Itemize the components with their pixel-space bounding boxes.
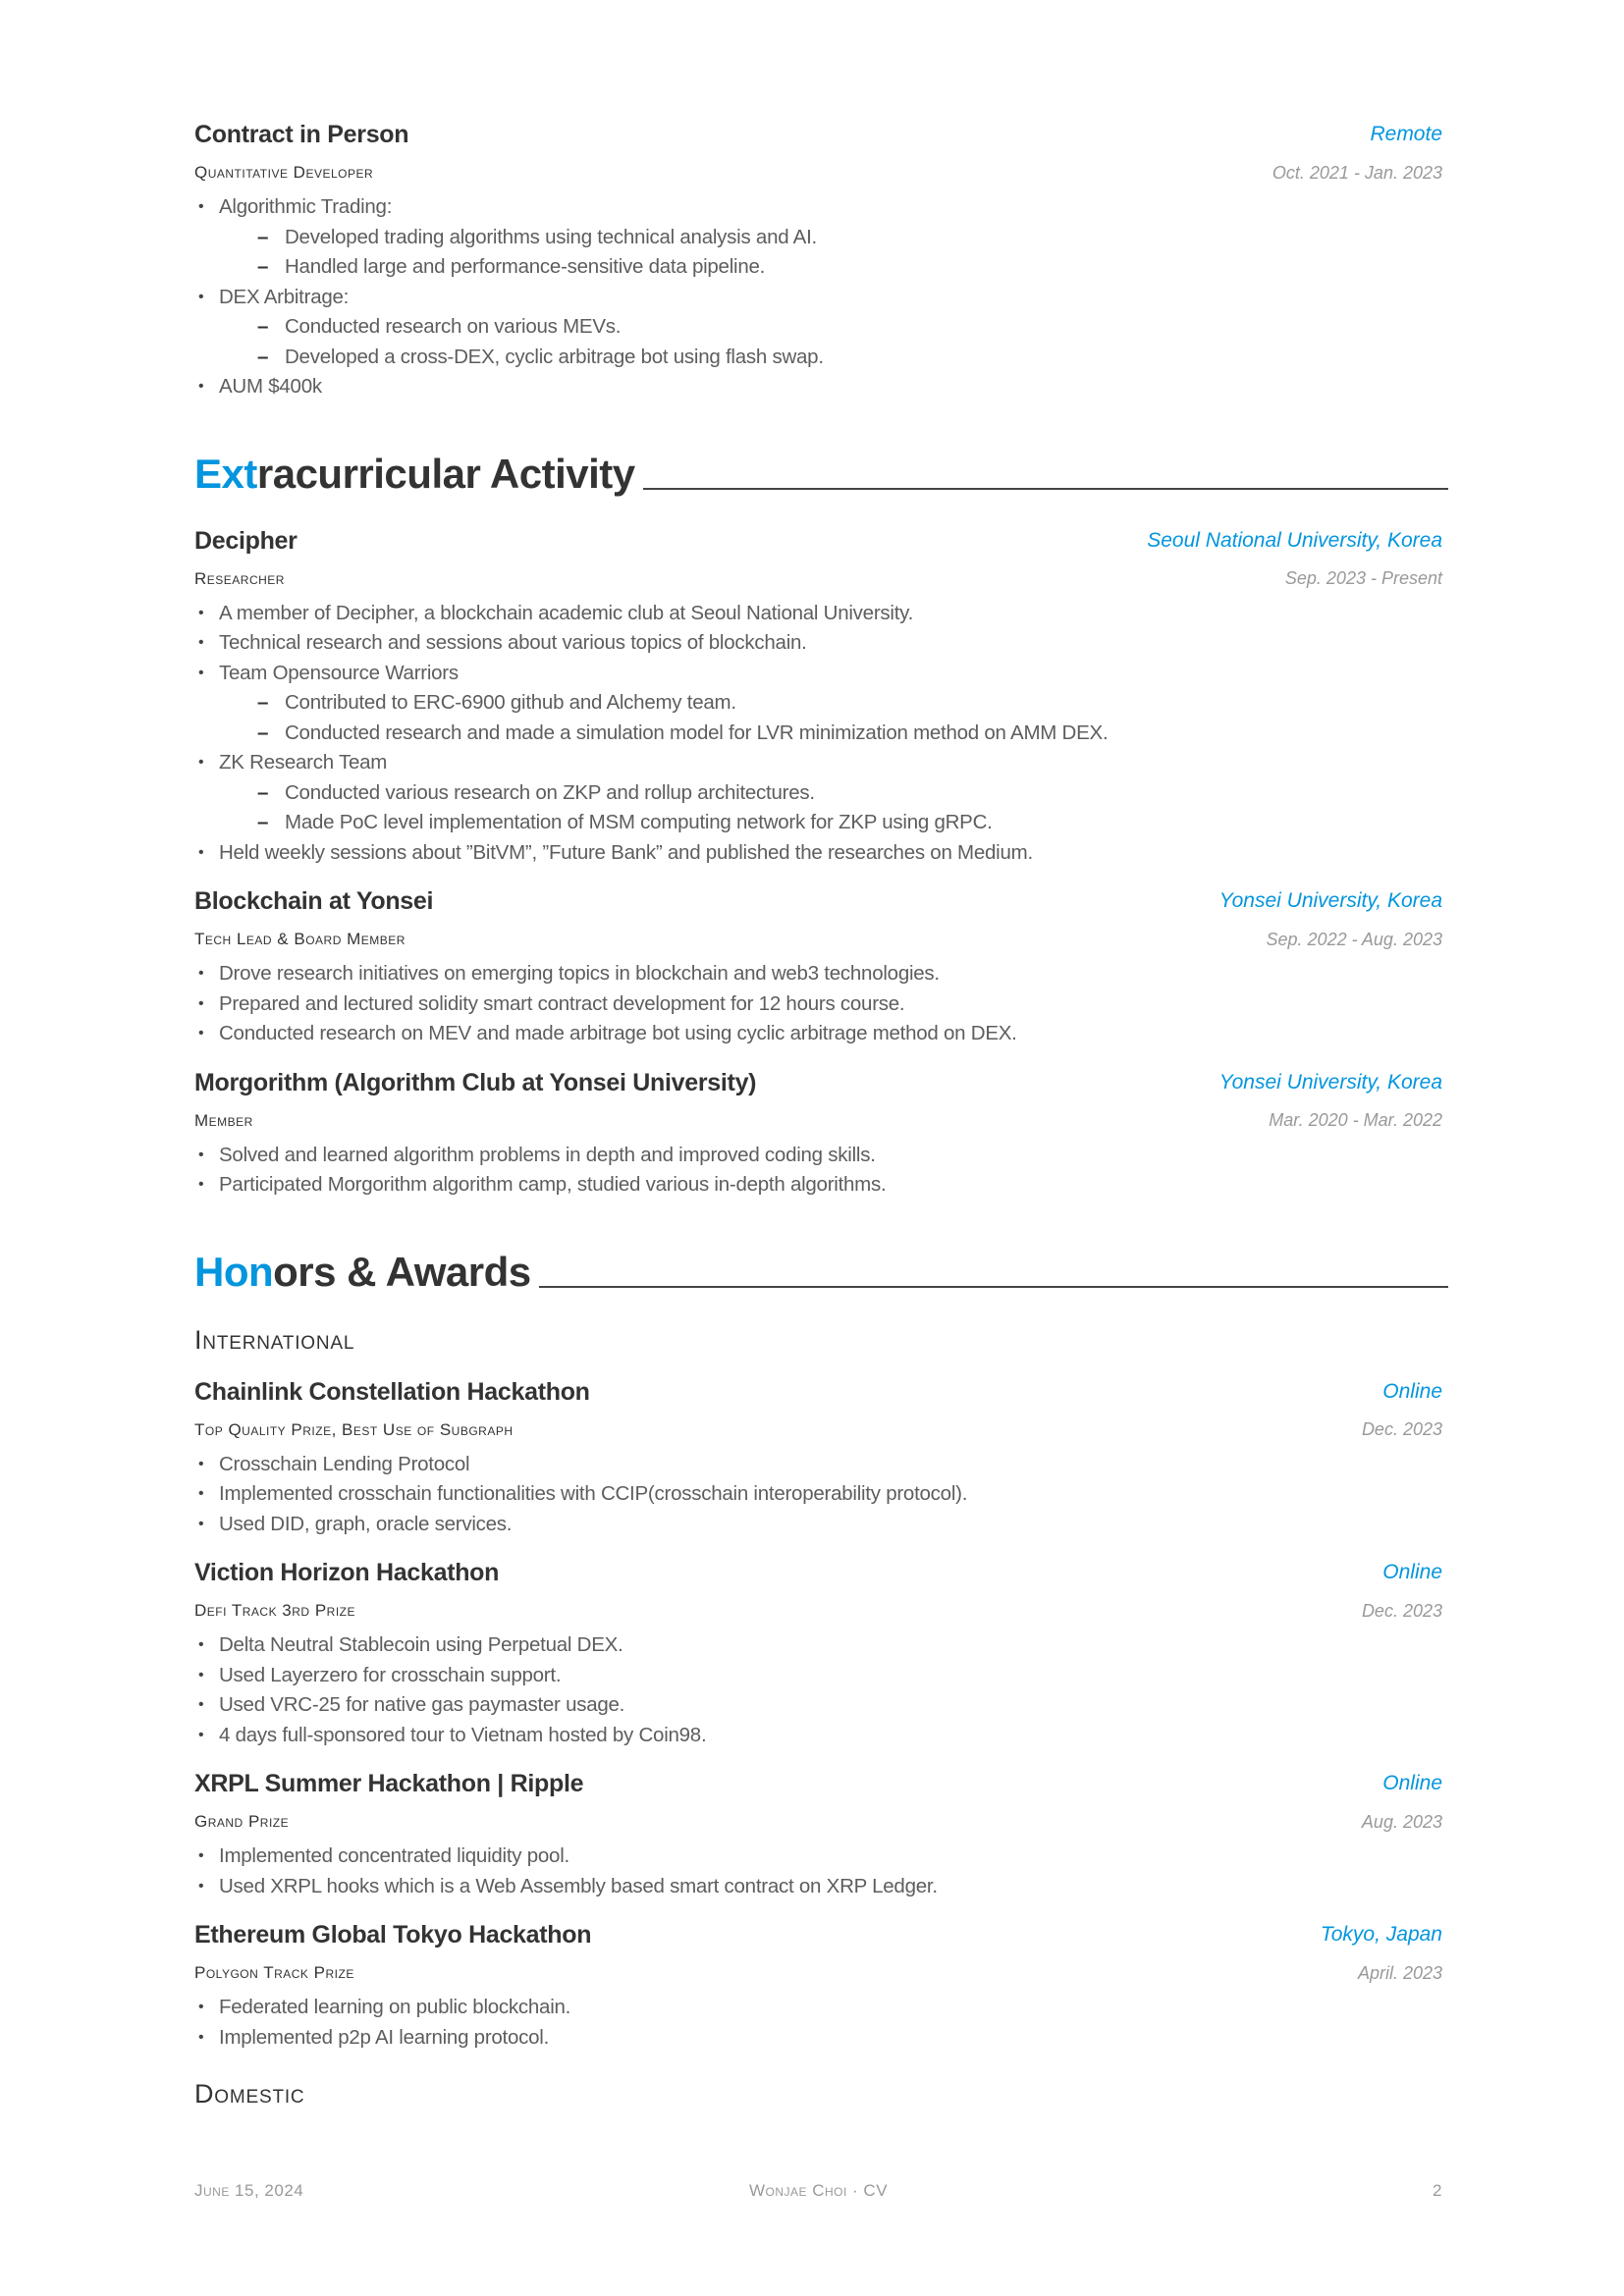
entry-title: Ethereum Global Tokyo Hackathon <box>194 1921 592 1949</box>
entry-header <box>194 116 1442 153</box>
subsection-title: International <box>194 1324 355 1355</box>
entry-header <box>194 1765 1442 1802</box>
section-title <box>194 1243 531 1302</box>
sub-bullet-item: – Handled large and performance-sensitive data pipeline. <box>194 252 1442 283</box>
entry <box>194 1064 1442 1201</box>
bullet-item: • Algorithmic Trading: <box>194 192 1442 223</box>
bullet-item: • Held weekly sessions about ”BitVM”, ”Future Bank” and published the researches on Medium. <box>194 838 1442 869</box>
entry-subheader <box>194 1411 1442 1450</box>
entry-position: Top Quality Prize, Best Use of Subgraph <box>194 1419 514 1439</box>
sub-bullet-item: – Contributed to ERC-6900 github and Alchemy team. <box>194 688 1442 719</box>
cv-page-content <box>194 116 1442 2127</box>
bullet-item: • 4 days full-sponsored tour to Vietnam hosted by Coin98. <box>194 1721 1442 1751</box>
entry-location: Seoul National University, Korea <box>1147 528 1442 552</box>
entry-date: Oct. 2021 - Jan. 2023 <box>1272 162 1442 183</box>
bullet-item: • Delta Neutral Stablecoin using Perpetual DEX. <box>194 1630 1442 1661</box>
entry-title: Viction Horizon Hackathon <box>194 1559 500 1586</box>
bullet-item: • Federated learning on public blockchain. <box>194 1993 1442 2023</box>
sub-bullet-item: – Developed a cross-DEX, cyclic arbitrage bot using flash swap. <box>194 343 1442 373</box>
entry <box>194 882 1442 1049</box>
entry-title: Morgorithm (Algorithm Club at Yonsei University) <box>194 1068 757 1096</box>
entry <box>194 116 1442 402</box>
entry-location: Online <box>1382 1379 1442 1403</box>
entry-subheader <box>194 1802 1442 1842</box>
entry-subheader <box>194 1953 1442 1993</box>
entry-subheader <box>194 560 1442 599</box>
entry-subheader <box>194 1101 1442 1141</box>
subsection-title: Domestic <box>194 2079 305 2109</box>
bullet-item: • Technical research and sessions about various topics of blockchain. <box>194 628 1442 659</box>
entry-header <box>194 1554 1442 1591</box>
entry-header <box>194 1064 1442 1101</box>
entry-header <box>194 1373 1442 1411</box>
bullet-item: • A member of Decipher, a blockchain academic club at Seoul National University. <box>194 599 1442 629</box>
entry-date: Dec. 2023 <box>1361 1600 1442 1621</box>
entry-header <box>194 882 1442 920</box>
entry-date: Sep. 2023 - Present <box>1284 568 1442 588</box>
sub-bullet-item: – Conducted research and made a simulation model for LVR minimization method on AMM DEX. <box>194 719 1442 749</box>
entry-location: Yonsei University, Korea <box>1218 1070 1442 1094</box>
bullet-item: • DEX Arbitrage: <box>194 283 1442 313</box>
entry-position: Defi Track 3rd Prize <box>194 1601 355 1620</box>
entry-position: Polygon Track Prize <box>194 1963 354 1982</box>
footer-date: June 15, 2024 <box>194 2181 304 2200</box>
entry-position: Grand Prize <box>194 1812 290 1831</box>
section-title-highlight: Ext <box>194 450 257 497</box>
section-title-rest: racurricular Activity <box>256 450 635 497</box>
entry-title: Chainlink Constellation Hackathon <box>194 1377 590 1406</box>
entry <box>194 1373 1442 1540</box>
entry-date: Dec. 2023 <box>1361 1419 1442 1439</box>
entry-header <box>194 1916 1442 1953</box>
entry-title: Blockchain at Yonsei <box>194 887 434 915</box>
bullet-item: • Implemented p2p AI learning protocol. <box>194 2023 1442 2054</box>
sub-bullet-item: – Conducted research on various MEVs. <box>194 312 1442 343</box>
section-rule <box>539 1286 1448 1288</box>
entry <box>194 1554 1442 1750</box>
entry-location: Tokyo, Japan <box>1320 1923 1442 1946</box>
bullet-item: • Used DID, graph, oracle services. <box>194 1510 1442 1540</box>
section-rule <box>643 488 1448 490</box>
entry-title: Decipher <box>194 526 298 555</box>
entry-position: Researcher <box>194 568 285 588</box>
section-title-highlight: Hon <box>194 1248 274 1295</box>
entry-location: Yonsei University, Korea <box>1218 889 1442 912</box>
section-title <box>194 445 635 504</box>
sub-bullet-item: – Developed trading algorithms using technical analysis and AI. <box>194 223 1442 253</box>
entry-date: April. 2023 <box>1357 1962 1442 1983</box>
footer-title: Wonjae Choi · CV <box>748 2181 889 2200</box>
bullet-item: • Used XRPL hooks which is a Web Assembly based smart contract on XRP Ledger. <box>194 1872 1442 1902</box>
bullet-item: • Used VRC-25 for native gas paymaster usage. <box>194 1690 1442 1721</box>
entry-date: Aug. 2023 <box>1361 1811 1442 1832</box>
entry <box>194 1765 1442 1901</box>
bullet-item: • Team Opensource Warriors <box>194 659 1442 689</box>
entry-date: Mar. 2020 - Mar. 2022 <box>1269 1110 1442 1130</box>
entry-position: Member <box>194 1110 253 1130</box>
sub-bullet-item: – Conducted various research on ZKP and rollup architectures. <box>194 778 1442 809</box>
bullet-item: • Drove research initiatives on emerging topics in blockchain and web3 technologies. <box>194 959 1442 989</box>
bullet-item: • AUM $400k <box>194 372 1442 402</box>
sub-bullet-item: – Made PoC level implementation of MSM computing network for ZKP using gRPC. <box>194 808 1442 838</box>
entry-position: Tech Lead & Board Member <box>194 930 406 948</box>
bullet-item: • Solved and learned algorithm problems in depth and improved coding skills. <box>194 1141 1442 1171</box>
entry-subheader <box>194 920 1442 959</box>
bullet-item: • Implemented crosschain functionalities with CCIP(crosschain interoperability protocol). <box>194 1479 1442 1510</box>
entry-location: Online <box>1382 1772 1442 1794</box>
section-header <box>194 1243 1442 1302</box>
entry-subheader <box>194 153 1442 192</box>
entry <box>194 522 1442 869</box>
entry-subheader <box>194 1591 1442 1630</box>
entry-title: Contract in Person <box>194 121 409 148</box>
entry <box>194 1916 1442 2053</box>
bullet-item: • Used Layerzero for crosschain support. <box>194 1661 1442 1691</box>
bullet-item: • Crosschain Lending Protocol <box>194 1450 1442 1480</box>
entry-header <box>194 522 1442 560</box>
bullet-item: • Participated Morgorithm algorithm camp, studied various in-depth algorithms. <box>194 1170 1442 1201</box>
bullet-item: • Conducted research on MEV and made arbitrage bot using cyclic arbitrage method on DEX. <box>194 1019 1442 1049</box>
entry-date: Sep. 2022 - Aug. 2023 <box>1266 929 1442 949</box>
entry-position: Quantitative Developer <box>194 163 374 182</box>
entry-location: Online <box>1382 1561 1442 1583</box>
bullet-item: • Implemented concentrated liquidity pool. <box>194 1842 1442 1872</box>
section-header <box>194 445 1442 504</box>
entry-location: Remote <box>1370 123 1442 145</box>
entry-title: XRPL Summer Hackathon | Ripple <box>194 1770 584 1797</box>
footer-page-number: 2 <box>1433 2181 1442 2200</box>
bullet-item: • ZK Research Team <box>194 748 1442 778</box>
bullet-item: • Prepared and lectured solidity smart contract development for 12 hours course. <box>194 989 1442 1020</box>
section-title-rest: ors & Awards <box>273 1248 531 1295</box>
page-footer <box>194 2177 1442 2205</box>
